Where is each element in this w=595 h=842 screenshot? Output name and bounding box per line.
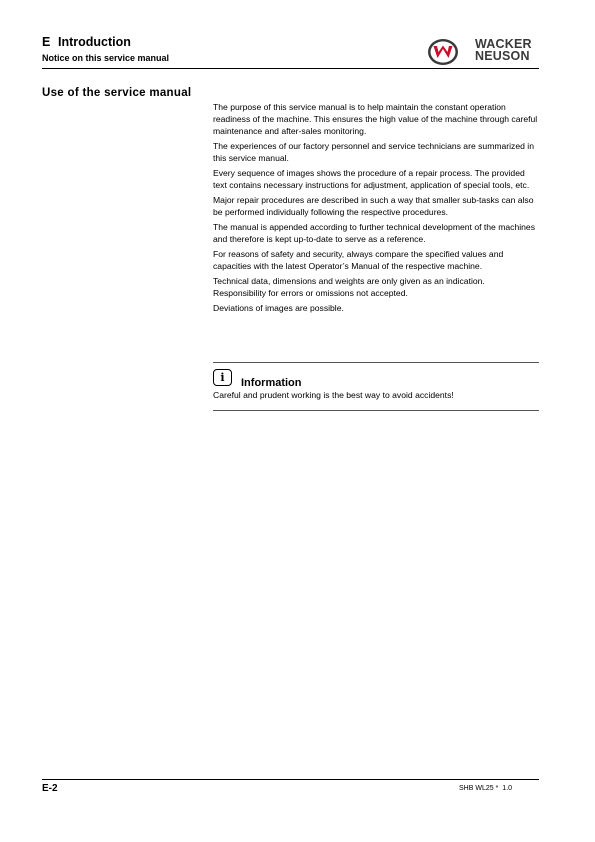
footer-divider bbox=[42, 779, 539, 780]
info-box-bottom-rule bbox=[213, 410, 539, 411]
info-box-top-rule bbox=[213, 362, 539, 363]
info-icon-glyph: i bbox=[220, 371, 225, 384]
body-paragraph: Every sequence of images shows the procedure of a repair process. The provided text contains necessary instructions for adjustment, application of special tools, etc. bbox=[213, 168, 530, 191]
section-title: Use of the service manual bbox=[42, 87, 192, 99]
chapter-letter: E bbox=[42, 35, 51, 49]
page-subtitle: Notice on this service manual bbox=[42, 53, 170, 63]
header-divider bbox=[42, 68, 539, 69]
section-body bbox=[213, 101, 539, 317]
doc-code: SHB WL25 * bbox=[459, 785, 499, 792]
body-paragraph: Technical data, dimensions and weights are only given as an indication. Responsibility for errors or omissions not accepted. bbox=[213, 276, 485, 299]
chapter-title: Introduction bbox=[58, 35, 131, 49]
info-box-text: Careful and prudent working is the best way to avoid accidents! bbox=[213, 390, 454, 400]
body-paragraph: The manual is appended according to further technical development of the machines and therefore is kept up-to-date to serve as a reference. bbox=[213, 222, 535, 245]
document-id bbox=[459, 785, 512, 792]
brand-wordmark bbox=[475, 38, 532, 62]
body-paragraph: For reasons of safety and security, always compare the specified values and capacities with the latest Operator’s Manual of the respective machine. bbox=[213, 249, 504, 272]
info-box-title: Information bbox=[241, 377, 302, 389]
chapter-heading bbox=[42, 35, 131, 49]
body-paragraph: Deviations of images are possible. bbox=[213, 303, 344, 314]
body-paragraph: The experiences of our factory personnel and service technicians are summarized in this service manual. bbox=[213, 141, 534, 164]
body-paragraph: The purpose of this service manual is to help maintain the constant operation readiness of the machine. This ensures the high value of the machine through careful maintenance and after-sales monitoring. bbox=[213, 102, 538, 137]
brand-line-2: NEUSON bbox=[475, 49, 530, 63]
brand-line-1: WACKER bbox=[475, 37, 532, 51]
page-number: E-2 bbox=[42, 783, 58, 794]
body-paragraph: Major repair procedures are described in such a way that smaller sub-tasks can also be performed individually following the respective procedures. bbox=[213, 195, 534, 218]
doc-revision: 1.0 bbox=[502, 785, 513, 792]
info-icon bbox=[213, 369, 232, 386]
